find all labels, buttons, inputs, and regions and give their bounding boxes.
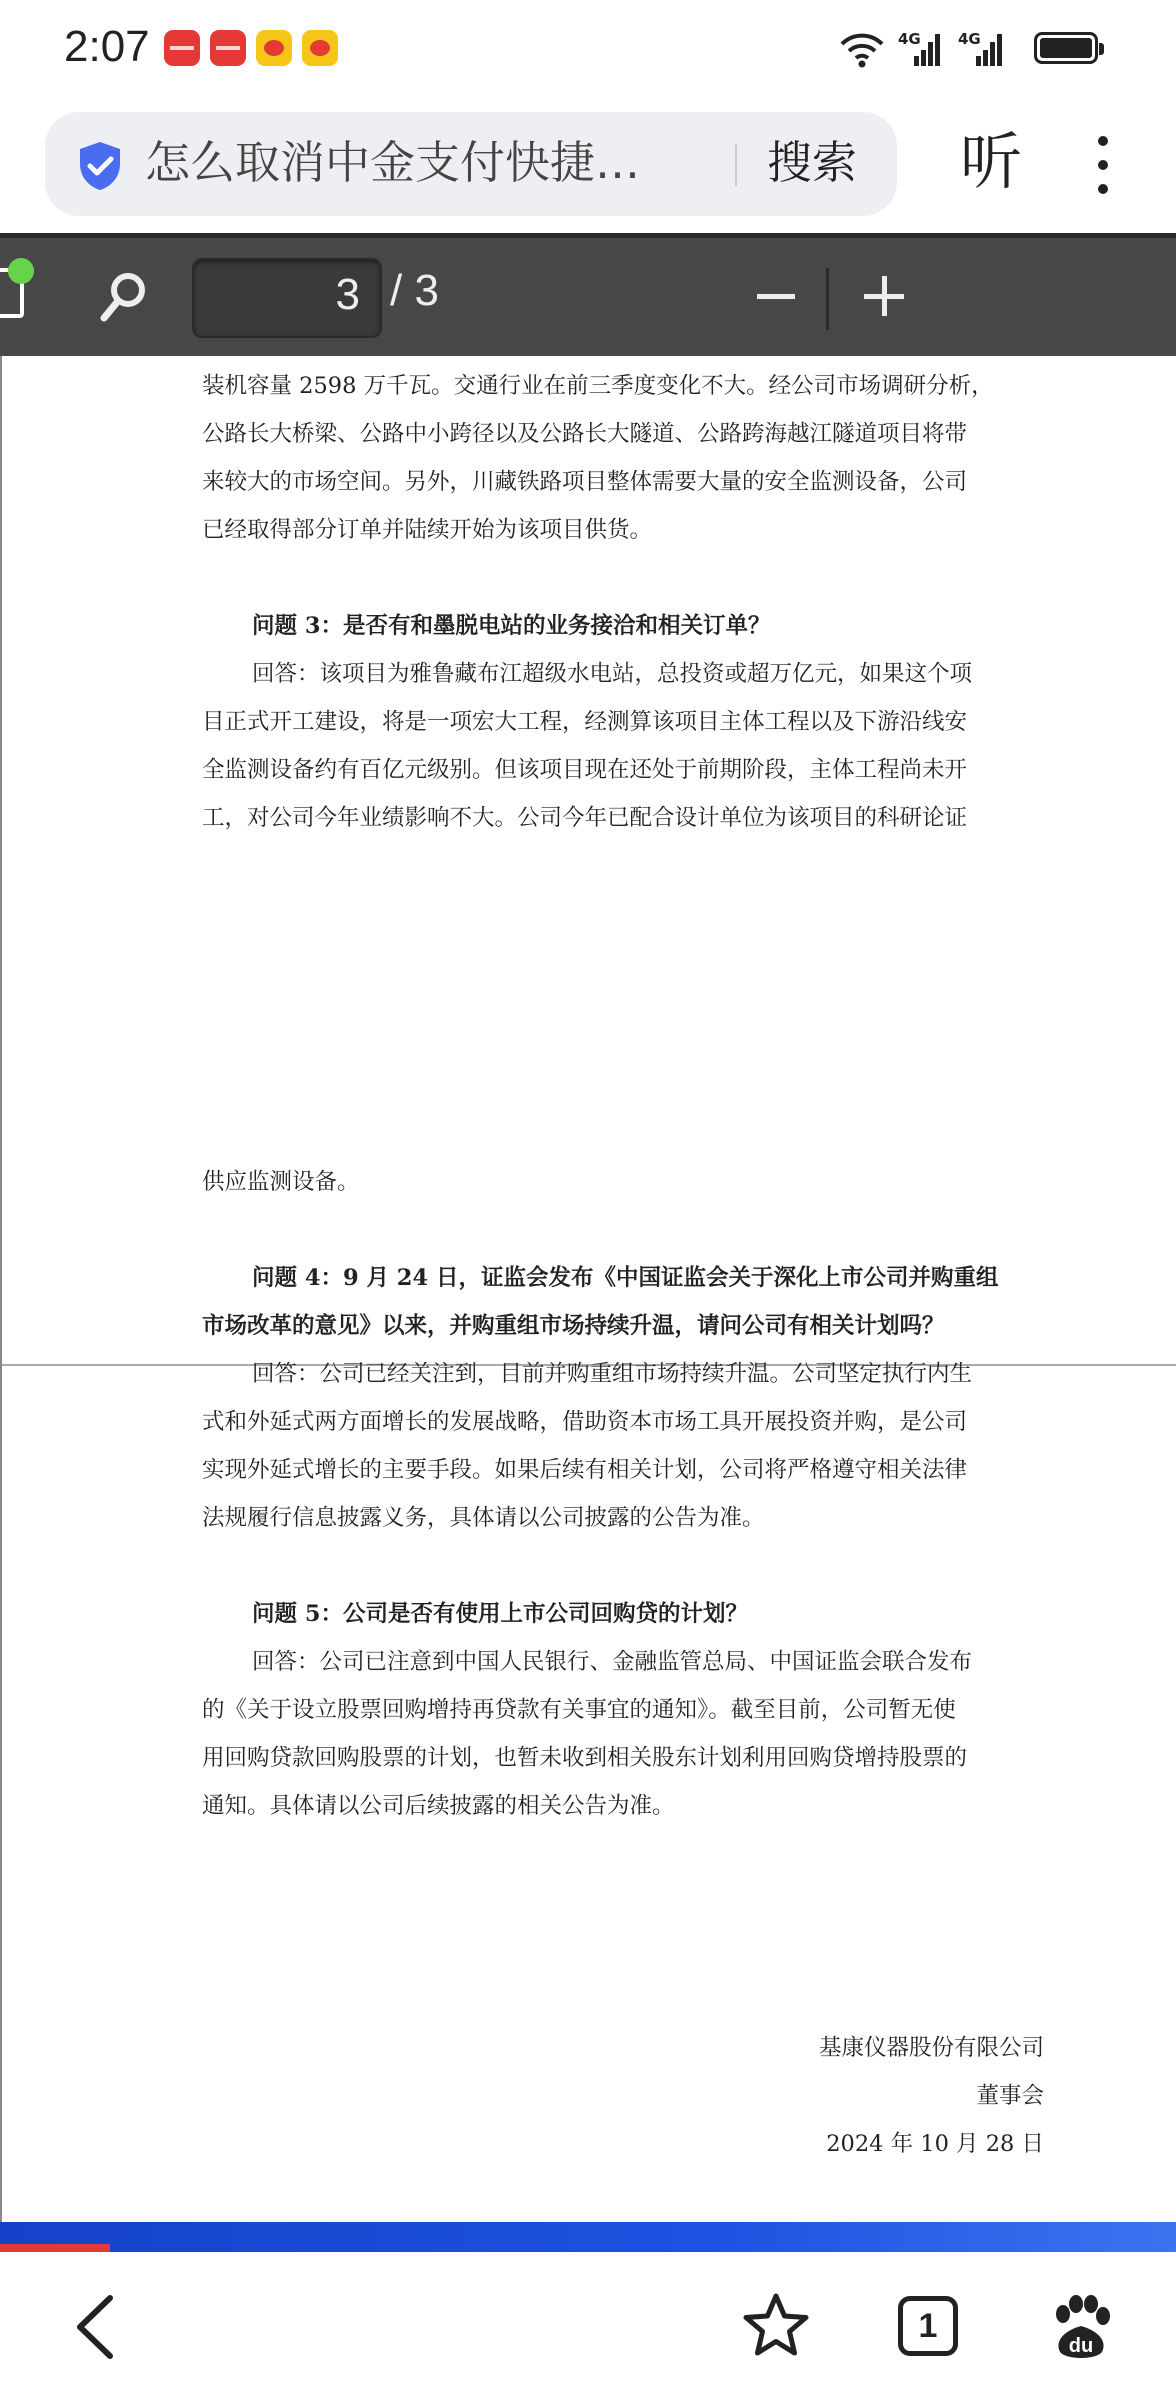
paragraph-line: 回答：该项目为雅鲁藏布江超级水电站，总投资或超万亿元，如果这个项 <box>252 661 973 687</box>
dot-icon <box>1098 160 1108 170</box>
paragraph-line: 目正式开工建设，将是一项宏大工程，经测算该项目主体工程以及下游沿线安 <box>202 709 968 735</box>
search-query-text[interactable]: 怎么取消中金支付快捷… <box>145 136 641 189</box>
question-4-title: 市场改革的意见》以来，并购重组市场持续升温，请问公司有相关计划吗？ <box>202 1313 945 1339</box>
paragraph-line: 的《关于设立股票回购增持再贷款有关事宜的通知》。截至目前，公司暂无使 <box>202 1697 956 1723</box>
paragraph-line: 式和外延式两方面增长的发展战略，借助资本市场工具开展投资并购，是公司 <box>202 1409 968 1435</box>
paragraph-line: 实现外延式增长的主要手段。如果后续有相关计划，公司将严格遵守相关法律 <box>202 1457 968 1483</box>
zoom-in-button[interactable] <box>864 276 904 316</box>
weibo-app-icon <box>302 30 338 66</box>
svg-text:du: du <box>1068 2335 1094 2357</box>
dot-icon <box>1098 136 1108 146</box>
question-4-title: 问题 4：9 月 24 日，证监会发布《中国证监会关于深化上市公司并购重组 <box>252 1265 999 1291</box>
wifi-icon <box>840 30 884 70</box>
paragraph-line: 回答：公司已经关注到，目前并购重组市场持续升温。公司坚定执行内生 <box>252 1361 973 1387</box>
listen-button[interactable]: 听 <box>960 125 1023 198</box>
more-menu-button[interactable] <box>1090 130 1116 200</box>
status-bar <box>0 0 1176 100</box>
star-icon[interactable] <box>742 2292 810 2358</box>
weibo-app-icon <box>256 30 292 66</box>
network-type-label: 4G <box>898 30 921 48</box>
back-arrow-icon[interactable] <box>70 2292 120 2362</box>
battery-icon <box>1034 32 1098 64</box>
status-dot <box>8 258 34 284</box>
paragraph-line: 用回购贷款回购股票的计划，也暂未收到相关股东计划利用回购贷增持股票的 <box>202 1745 968 1771</box>
signature-board: 董事会 <box>976 2083 1044 2109</box>
signal-icon <box>962 26 1022 70</box>
pdf-toolbar <box>0 233 1176 356</box>
dot-icon <box>1098 184 1108 194</box>
paragraph-line: 工，对公司今年业绩影响不大。公司今年已配合设计单位为该项目的科研论证 <box>202 805 968 831</box>
search-button[interactable]: 搜索 <box>767 136 858 189</box>
paragraph-line: 回答：公司已注意到中国人民银行、金融监管总局、中国证监会联合发布 <box>252 1649 973 1675</box>
paragraph-line: 公路长大桥梁、公路中小跨径以及公路长大隧道、公路跨海越江隧道项目将带 <box>202 421 968 447</box>
paragraph-line: 装机容量 2598 万千瓦。交通行业在前三季度变化不大。经公司市场调研分析， <box>202 373 994 399</box>
tabs-count-button[interactable]: 1 <box>898 2296 958 2356</box>
pdf-document-viewer[interactable] <box>0 356 1176 2226</box>
paragraph-line: 来较大的市场空间。另外，川藏铁路项目整体需要大量的安全监测设备，公司 <box>202 469 968 495</box>
divider <box>735 144 737 186</box>
paragraph-line: 供应监测设备。 <box>202 1169 360 1195</box>
huawei-app-icon <box>164 30 200 66</box>
signature-company: 基康仪器股份有限公司 <box>818 2035 1044 2061</box>
baidu-paw-icon[interactable] <box>1046 2294 1116 2364</box>
network-type-label: 4G <box>958 30 981 48</box>
signal-icon <box>900 26 946 70</box>
accent-mark <box>0 2244 110 2252</box>
signature-date: 2024 年 10 月 28 日 <box>826 2131 1044 2157</box>
toolbar-divider <box>826 268 829 330</box>
zoom-out-button[interactable] <box>757 294 795 299</box>
paragraph-line: 全监测设备约有百亿元级别。但该项目现在还处于前期阶段，主体工程尚未开 <box>202 757 968 783</box>
paragraph-line: 已经取得部分订单并陆续开始为该项目供货。 <box>202 517 653 543</box>
current-page: 3 <box>335 270 360 319</box>
page-total-label: / 3 <box>390 266 439 315</box>
banner-strip <box>0 2222 1176 2252</box>
page-number-input[interactable] <box>192 258 382 338</box>
question-3-title: 问题 3：是否有和墨脱电站的业务接洽和相关订单？ <box>252 613 771 639</box>
huawei-app-icon <box>210 30 246 66</box>
shield-check-icon <box>77 140 123 192</box>
paragraph-line: 法规履行信息披露义务，具体请以公司披露的公告为准。 <box>202 1505 765 1531</box>
clock: 2:07 <box>64 22 150 71</box>
paragraph-line: 通知。具体请以公司后续披露的相关公告为准。 <box>202 1793 675 1819</box>
bottom-navigation-bar <box>0 2252 1176 2400</box>
question-5-title: 问题 5：公司是否有使用上市公司回购贷的计划？ <box>252 1601 748 1627</box>
address-search-bar[interactable] <box>45 112 897 216</box>
search-icon[interactable] <box>96 266 152 326</box>
